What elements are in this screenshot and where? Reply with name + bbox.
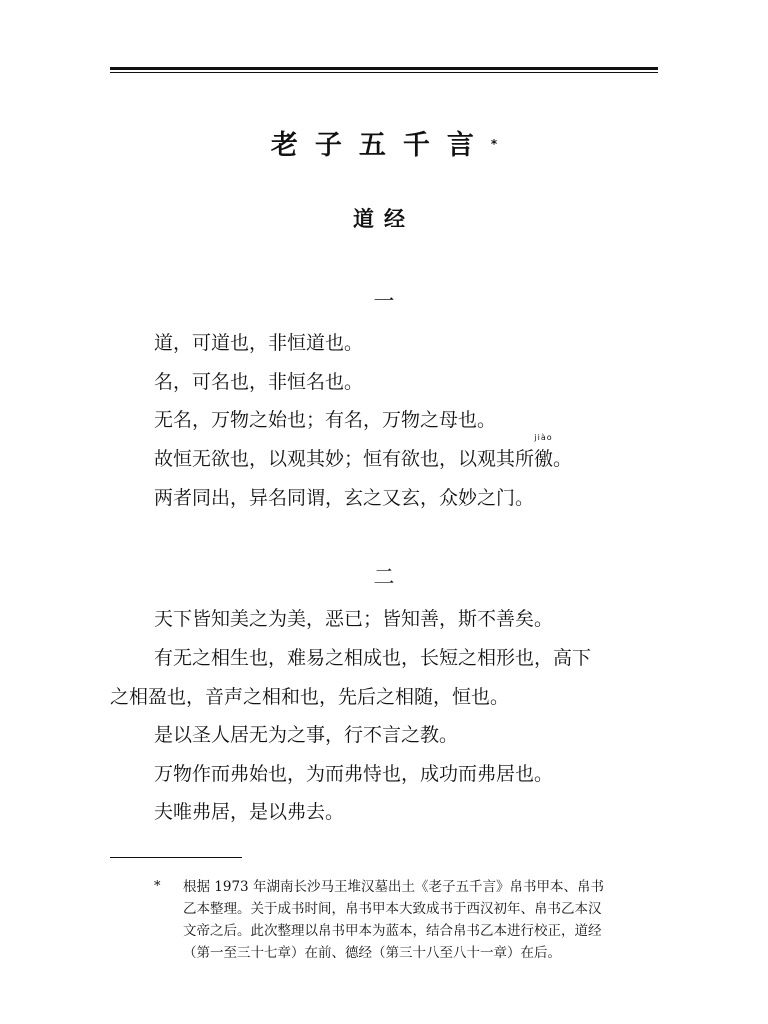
verse-line: 夫唯弗居，是以弗去。 bbox=[154, 801, 345, 823]
title-footnote-marker[interactable]: * bbox=[490, 137, 498, 151]
chapter-number: 二 bbox=[373, 565, 395, 589]
footnote-line: 根据 1973 年湖南长沙马王堆汉墓出土《老子五千言》帛书甲本、帛书 bbox=[183, 879, 604, 895]
verse-line bbox=[154, 433, 573, 472]
verse-line-end: 。 bbox=[553, 448, 573, 470]
verse-line: 有无之相生也，难易之相成也，长短之相形也，高下 bbox=[154, 647, 592, 669]
verse-line: 道，可道也，非恒道也。 bbox=[154, 332, 364, 354]
title-text: 老子五千言 bbox=[270, 130, 491, 161]
verse-line: 万物作而弗始也，为而弗恃也，成功而弗居也。 bbox=[154, 763, 554, 785]
header-rule-thin bbox=[110, 72, 658, 73]
annotated-character bbox=[534, 433, 554, 472]
verse-line: 天下皆知美之为美，恶已；皆知善，斯不善矣。 bbox=[154, 608, 554, 630]
verse-line: 无名，万物之始也；有名，万物之母也。 bbox=[154, 409, 497, 431]
verse-line: 是以圣人居无为之事，行不言之教。 bbox=[154, 724, 459, 746]
section-subtitle: 道经 bbox=[353, 207, 415, 231]
verse-line: 之相盈也，音声之相和也，先后之相随，恒也。 bbox=[110, 686, 510, 708]
header-rule-thick bbox=[110, 67, 658, 70]
footnote-line: （第一至三十七章）在前、德经（第三十八至八十一章）在后。 bbox=[183, 945, 561, 961]
verse-line: 两者同出，异名同谓，玄之又玄，众妙之门。 bbox=[154, 487, 535, 509]
verse-line: 名，可名也，非恒名也。 bbox=[154, 371, 364, 393]
pinyin-annotation: jiào bbox=[534, 433, 553, 442]
page-title bbox=[0, 128, 768, 164]
footnote-marker: * bbox=[154, 879, 161, 894]
footnote-line: 文帝之后。此次整理以帛书甲本为蓝本，结合帛书乙本进行校正，道经 bbox=[183, 923, 602, 939]
annotated-character-text: 徼 bbox=[534, 448, 554, 470]
footnote-line: 乙本整理。关于成书时间，帛书甲本大致成书于西汉初年、帛书乙本汉 bbox=[183, 901, 602, 917]
chapter-number: 一 bbox=[373, 289, 395, 313]
footnote-rule bbox=[110, 857, 242, 858]
verse-line-text: 故恒无欲也，以观其妙；恒有欲也，以观其所 bbox=[154, 448, 535, 470]
